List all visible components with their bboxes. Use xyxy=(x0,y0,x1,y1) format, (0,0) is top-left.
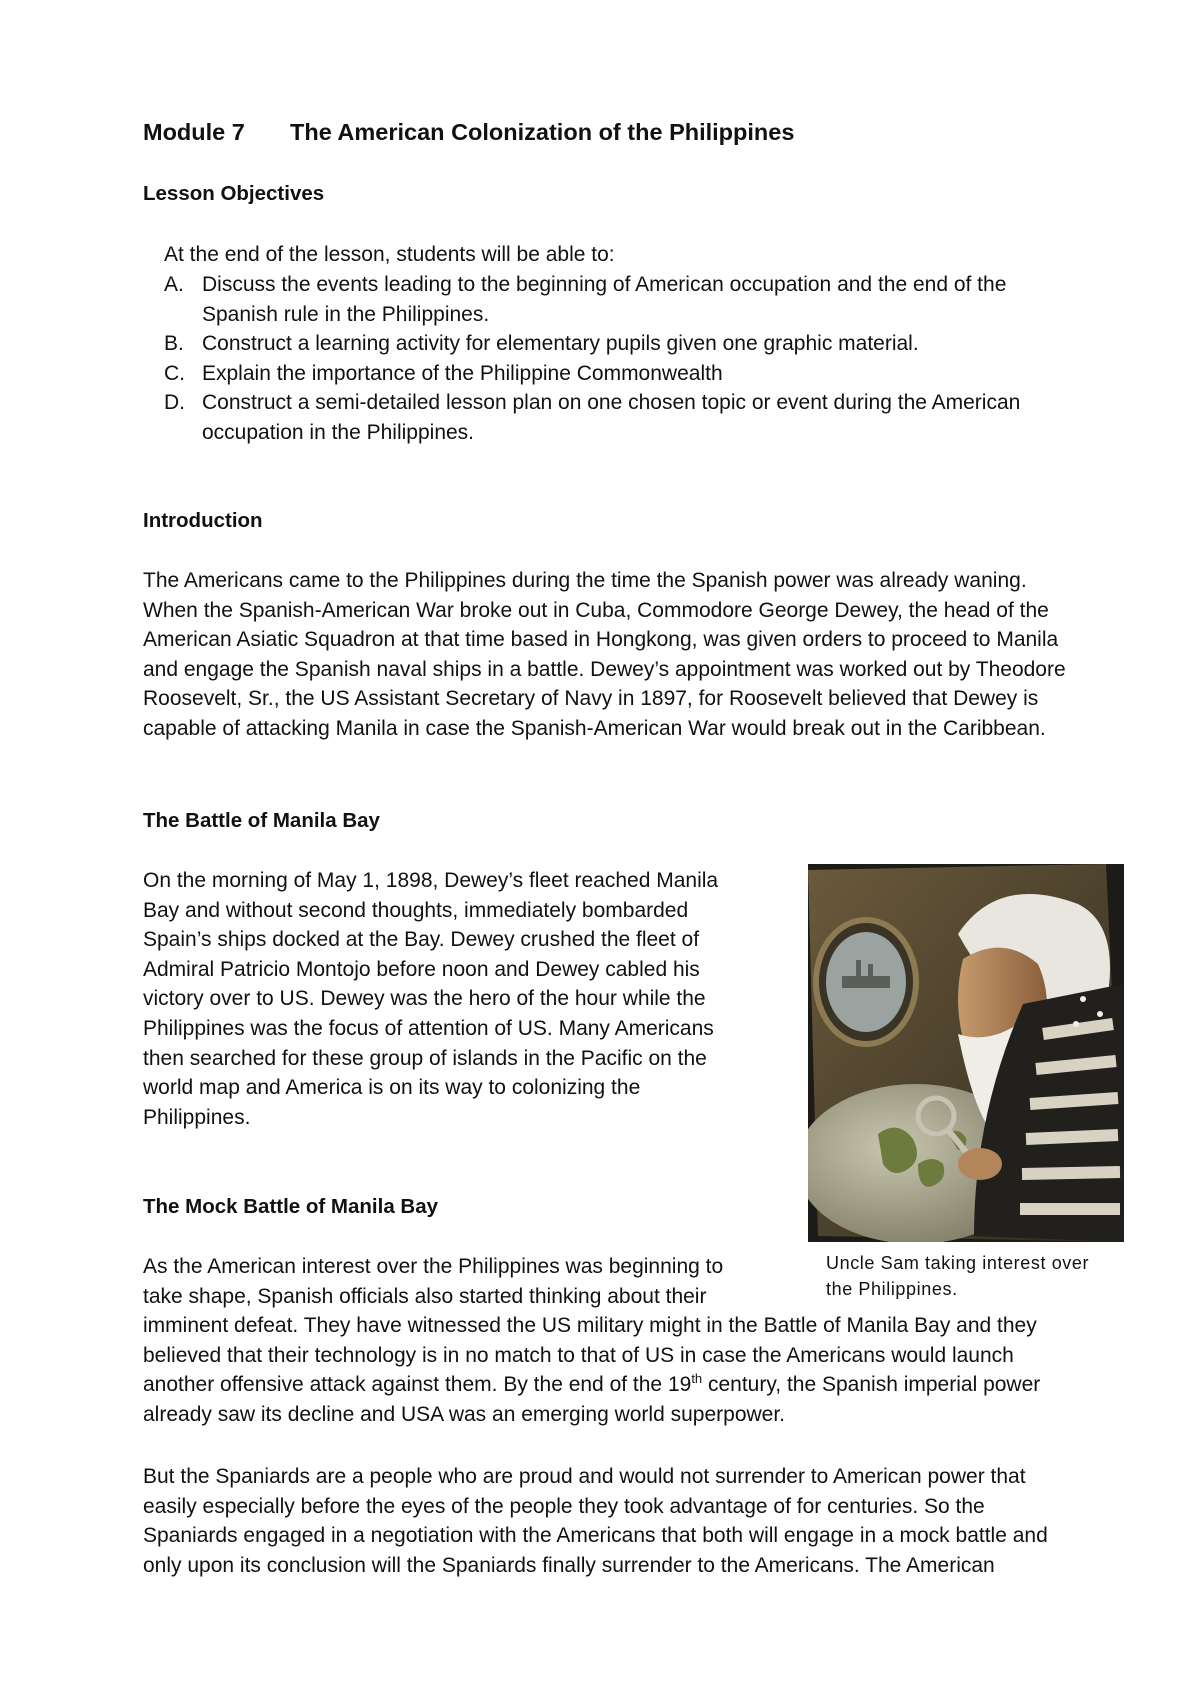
paragraph-line: believed that their technology is in no match to that of US in case the Americans would launch xyxy=(143,1343,1014,1367)
objective-marker: A. xyxy=(164,273,184,296)
objective-text-continued: Spanish rule in the Philippines. xyxy=(202,302,490,326)
objective-marker: B. xyxy=(164,332,184,356)
paragraph-line: American Asiatic Squadron at that time based in Hongkong, was given orders to proceed to Manila xyxy=(143,628,1059,652)
paragraph-line: then searched for these group of islands in the Pacific on the xyxy=(143,1046,707,1070)
paragraph-line: Philippines. xyxy=(143,1105,251,1129)
module-number: Module 7 xyxy=(143,119,245,145)
paragraph-line: Roosevelt, Sr., the US Assistant Secretary of Navy in 1897, for Roosevelt believed that Dewey is xyxy=(143,687,1039,711)
introduction-heading: Introduction xyxy=(143,509,263,532)
paragraph-line: Spaniards engaged in a negotiation with the Americans that both will engage in a mock battle and xyxy=(143,1524,1048,1548)
objective-item xyxy=(164,270,1020,329)
uncle-sam-illustration xyxy=(808,864,1124,1244)
objective-text-continued: occupation in the Philippines. xyxy=(202,420,475,444)
ship-mast xyxy=(856,960,861,978)
surrender-paragraph xyxy=(143,1462,1048,1580)
caption-line: Uncle Sam taking interest over xyxy=(826,1253,1090,1273)
paragraph-line xyxy=(143,1370,1040,1400)
introduction-paragraph xyxy=(143,566,1066,744)
objective-marker: D. xyxy=(164,391,185,415)
coat-star xyxy=(1097,1011,1103,1017)
paragraph-line: only upon its conclusion will the Spaniards finally surrender to the Americans. The American xyxy=(143,1553,995,1577)
paragraph-line: take shape, Spanish officials also started thinking about their xyxy=(143,1284,707,1308)
text-run: another offensive attack against them. By the end of the 19 xyxy=(143,1373,692,1397)
objective-item xyxy=(164,359,1020,389)
paragraph-line: already saw its decline and USA was an emerging world superpower. xyxy=(143,1402,786,1426)
paragraph-line: Philippines was the focus of attention of US. Many Americans xyxy=(143,1016,714,1040)
mock-battle-heading: The Mock Battle of Manila Bay xyxy=(143,1195,439,1218)
paragraph-line: capable of attacking Manila in case the Spanish-American War would break out in the Caribbean. xyxy=(143,716,1046,740)
ordinal-superscript: th xyxy=(691,1371,703,1387)
paragraph-line: imminent defeat. They have witnessed the US military might in the Battle of Manila Bay and they xyxy=(143,1314,1037,1338)
ship-mast xyxy=(868,964,873,978)
mock-battle-paragraph xyxy=(143,1252,1040,1430)
objective-text: Construct a semi-detailed lesson plan on one chosen topic or event during the American xyxy=(202,391,1021,415)
uncle-sam-drawing xyxy=(808,864,1124,1242)
paragraph-line: But the Spaniards are a people who are proud and would not surrender to American power that xyxy=(143,1465,1026,1488)
text-run: century, the Spanish imperial power xyxy=(702,1373,1041,1397)
paragraph-line: easily especially before the eyes of the people they took advantage of for centuries. So the xyxy=(143,1494,985,1518)
module-name: The American Colonization of the Philippines xyxy=(290,119,795,145)
objectives-heading: Lesson Objectives xyxy=(143,182,325,205)
paragraph-line: On the morning of May 1, 1898, Dewey’s fleet reached Manila xyxy=(143,869,719,892)
battle-paragraph xyxy=(143,866,718,1132)
paragraph-line: When the Spanish-American War broke out in Cuba, Commodore George Dewey, the head of the xyxy=(143,598,1049,622)
paragraph-line: Spain’s ships docked at the Bay. Dewey crushed the fleet of xyxy=(143,928,700,952)
paragraph-line: victory over to US. Dewey was the hero of the hour while the xyxy=(143,987,706,1011)
coat-star xyxy=(1080,996,1086,1002)
module-title xyxy=(143,118,794,148)
objectives-intro: At the end of the lesson, students will be able to: xyxy=(164,243,615,266)
caption-line: the Philippines. xyxy=(826,1279,958,1299)
hand xyxy=(958,1148,1002,1180)
objective-item xyxy=(164,388,1020,447)
paragraph-line: As the American interest over the Philippines was beginning to xyxy=(143,1255,724,1278)
battle-heading: The Battle of Manila Bay xyxy=(143,809,380,832)
objective-text: Construct a learning activity for elementary pupils given one graphic material. xyxy=(202,332,919,356)
objective-marker: C. xyxy=(164,361,185,385)
objective-text: Discuss the events leading to the beginning of American occupation and the end of the xyxy=(202,273,1007,296)
paragraph-line: world map and America is on its way to colonizing the xyxy=(143,1076,641,1100)
paragraph-line: The Americans came to the Philippines during the time the Spanish power was already waning. xyxy=(143,569,1027,592)
paragraph-line: and engage the Spanish naval ships in a battle. Dewey’s appointment was worked out by Theodore xyxy=(143,657,1066,681)
objective-text: Explain the importance of the Philippine Commonwealth xyxy=(202,361,723,385)
paragraph-line: Admiral Patricio Montojo before noon and Dewey cabled his xyxy=(143,957,700,981)
objectives-list xyxy=(164,270,1020,448)
coat-star xyxy=(1073,1021,1079,1027)
objective-item xyxy=(164,329,1020,359)
illustration-frame xyxy=(808,864,1124,1242)
distant-ship xyxy=(842,976,890,988)
paragraph-line: Bay and without second thoughts, immediately bombarded xyxy=(143,898,689,922)
